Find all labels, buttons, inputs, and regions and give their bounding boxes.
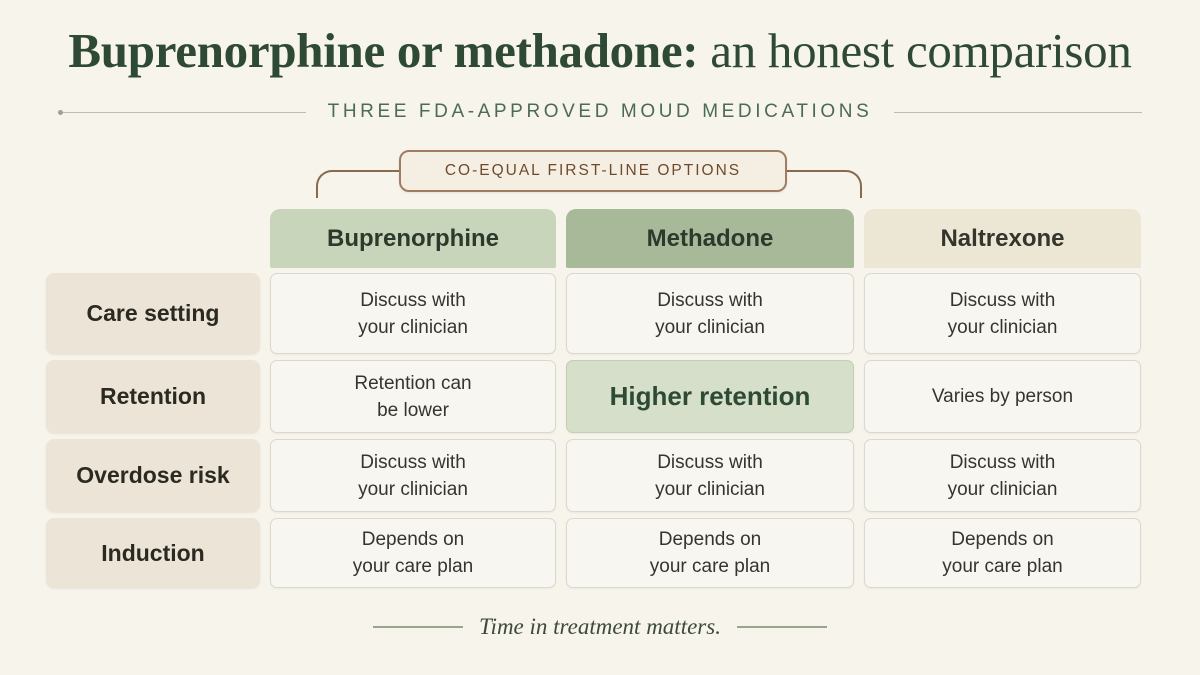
footer-divider-right: [737, 626, 827, 628]
column-header-naltrexone: Naltrexone: [864, 209, 1141, 268]
row-label-retention: Retention: [46, 360, 260, 433]
subtitle-divider-left: [58, 112, 306, 113]
row-label-overdose-risk: Overdose risk: [46, 439, 260, 512]
cell-buprenorphine-overdose-risk: Discuss with your clinician: [270, 439, 556, 512]
page-title: [0, 22, 1200, 79]
footer-note: Time in treatment matters.: [479, 614, 721, 639]
subtitle-row: [58, 98, 1142, 126]
cell-methadone-retention: Higher retention: [566, 360, 854, 433]
row-label-induction: Induction: [46, 518, 260, 588]
subtitle-divider-right: [894, 112, 1142, 113]
cell-buprenorphine-care-setting: Discuss with your clinician: [270, 273, 556, 354]
subtitle: THREE FDA-APPROVED MOUD MEDICATIONS: [327, 101, 873, 122]
cell-naltrexone-retention: Varies by person: [864, 360, 1141, 433]
cell-buprenorphine-retention: Retention can be lower: [270, 360, 556, 433]
cell-methadone-induction: Depends on your care plan: [566, 518, 854, 588]
cell-methadone-overdose-risk: Discuss with your clinician: [566, 439, 854, 512]
footer-divider-left: [373, 626, 463, 628]
cell-naltrexone-induction: Depends on your care plan: [864, 518, 1141, 588]
cell-naltrexone-care-setting: Discuss with your clinician: [864, 273, 1141, 354]
column-header-buprenorphine: Buprenorphine: [270, 209, 556, 268]
column-header-methadone: Methadone: [566, 209, 854, 268]
footer: [0, 610, 1200, 644]
cell-methadone-care-setting: Discuss with your clinician: [566, 273, 854, 354]
cell-buprenorphine-induction: Depends on your care plan: [270, 518, 556, 588]
title-part-2: an honest comparison: [710, 23, 1132, 78]
title-part-1: Buprenorphine or methadone:: [68, 23, 699, 78]
first-line-badge: CO-EQUAL FIRST-LINE OPTIONS: [399, 150, 787, 192]
cell-naltrexone-overdose-risk: Discuss with your clinician: [864, 439, 1141, 512]
row-label-care-setting: Care setting: [46, 273, 260, 354]
